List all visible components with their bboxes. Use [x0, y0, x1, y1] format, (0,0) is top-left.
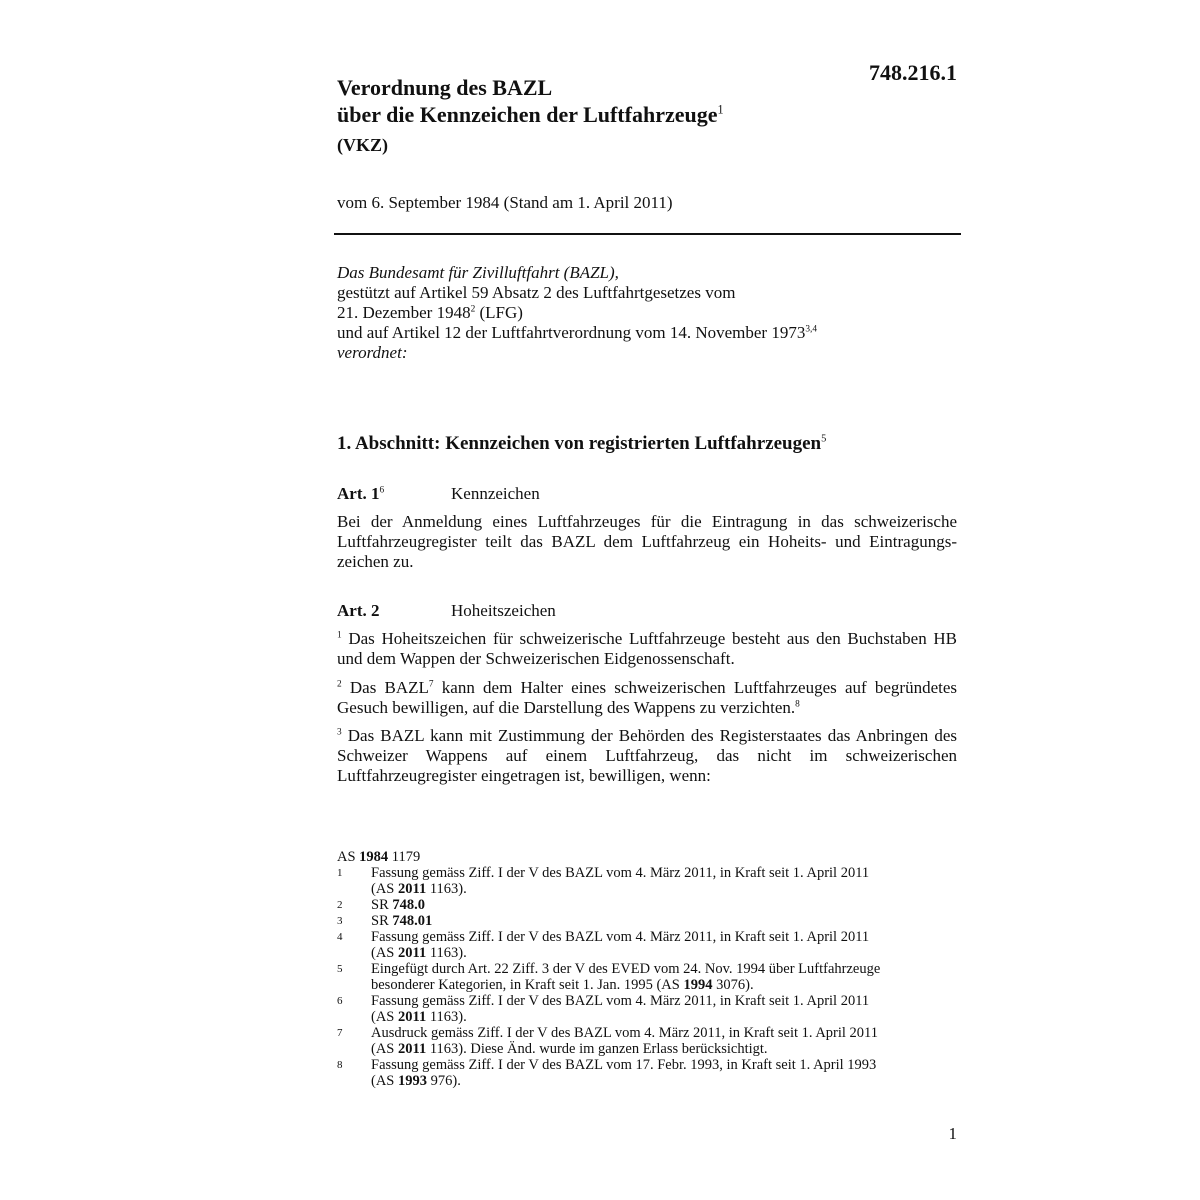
footnote: 3 SR 748.01 [337, 913, 433, 929]
footnote: 2 SR 748.0 [337, 897, 425, 913]
issue-date: vom 6. September 1984 (Stand am 1. April 2011) [337, 193, 673, 212]
footnote: 7 Ausdruck gemäss Ziff. I der V des BAZL vom 4. März 2011, in Kraft seit 1. April 2011 (AS 2011 1163). Diese Änd. wurde im ganzen Erlass berücksichtigt. [337, 1025, 879, 1057]
preamble [337, 263, 957, 363]
article-title: Kennzeichen [451, 484, 540, 503]
article-2-paragraph-3: $^3$ Das BAZL kann mit Zustimmung der Behörden des Registerstaates das Anbringen des Schweizer Wappens auf einem Luftfahrzeug, das nicht im schweizerischen Luftfahrzeugregister eingetragen ist, bewilligen, wenn: [337, 726, 957, 785]
footnote-ref[interactable]: 7 [428, 679, 434, 690]
preamble-verordnet: verordnet: [337, 343, 408, 362]
article-1-heading [337, 484, 540, 504]
title-line-2: über die Kennzeichen der Luftfahrzeuge [337, 102, 718, 127]
footnote-ref[interactable]: 8 [795, 699, 800, 710]
page-number: 1 [948, 1124, 957, 1143]
footnote-ref[interactable]: 2 [470, 304, 476, 315]
title-line-1: Verordnung des BAZL [337, 75, 553, 100]
section-heading: 1. Abschnitt: Kennzeichen von registrierten Luftfahrzeugen$^5$ [337, 433, 827, 454]
preamble-line: und auf Artikel 12 der Luftfahrtverordnung vom 14. November 1973$^{3,4}$ [337, 323, 818, 342]
footnote-ref[interactable]: 3,4 [805, 324, 818, 335]
footnote: 6 Fassung gemäss Ziff. I der V des BAZL vom 4. März 2011, in Kraft seit 1. April 2011 (AS 2011 1163). [337, 993, 870, 1025]
footnote: 1 Fassung gemäss Ziff. I der V des BAZL vom 4. März 2011, in Kraft seit 1. April 2011 (AS 2011 1163). [337, 865, 870, 897]
footnote: 4 Fassung gemäss Ziff. I der V des BAZL vom 4. März 2011, in Kraft seit 1. April 2011 (AS 2011 1163). [337, 929, 870, 961]
article-number: Art. $1^6$ [337, 484, 385, 503]
article-2-heading [337, 601, 556, 621]
preamble-line: 21. Dezember 1948$^2$ (LFG) [337, 303, 523, 322]
article-number: Art. 2 [337, 601, 380, 620]
footnote-ref[interactable]: 1 [717, 102, 724, 117]
as-reference: AS 1984 1179 [337, 849, 421, 865]
page-title [337, 74, 817, 159]
footnote: 5 Eingefügt durch Art. 22 Ziff. 3 der V des EVED vom 24. Nov. 1994 über Luftfahrzeuge besonderer Kategorien, in Kraft seit 1. Jan. 1995 (AS 1994 3076). [337, 961, 881, 993]
footnote-ref[interactable]: 6 [379, 485, 385, 496]
article-2-paragraph-1: $^1$ Das Hoheitszeichen für schweizerische Luftfahrzeuge besteht aus den Buchstaben HB und dem Wappen der Schweizerischen Eidgenossenschaft. [337, 629, 957, 668]
header-divider [334, 233, 961, 235]
footnote: 8 Fassung gemäss Ziff. I der V des BAZL vom 17. Febr. 1993, in Kraft seit 1. April 1993 (AS 1993 976). [337, 1057, 877, 1089]
footnote-ref[interactable]: 5 [821, 433, 827, 445]
article-1-text: Bei der Anmeldung eines Luftfahrzeuges für die Eintragung in das schweizerische Luftfahrzeugregister teilt das BAZL dem Luftfahrzeug ein Hoheits- und Eintragungszeichen zu. [337, 512, 957, 571]
sr-number: 748.216.1 [869, 60, 957, 85]
preamble-authority: Das Bundesamt für Zivilluftfahrt (BAZL), [337, 263, 619, 282]
article-2-paragraph-2: $^2$ Das BAZL$^7$ kann dem Halter eines schweizerischen Luftfahrzeuges auf begründetes Gesuch bewilligen, auf die Darstellung des Wappens zu verzichten.$^8$ [337, 678, 958, 717]
preamble-line: gestützt auf Artikel 59 Absatz 2 des Luftfahrtgesetzes vom [337, 283, 736, 302]
article-title: Hoheitszeichen [451, 601, 556, 620]
footnotes [337, 849, 957, 1089]
title-abbreviation: (VKZ) [337, 135, 388, 155]
